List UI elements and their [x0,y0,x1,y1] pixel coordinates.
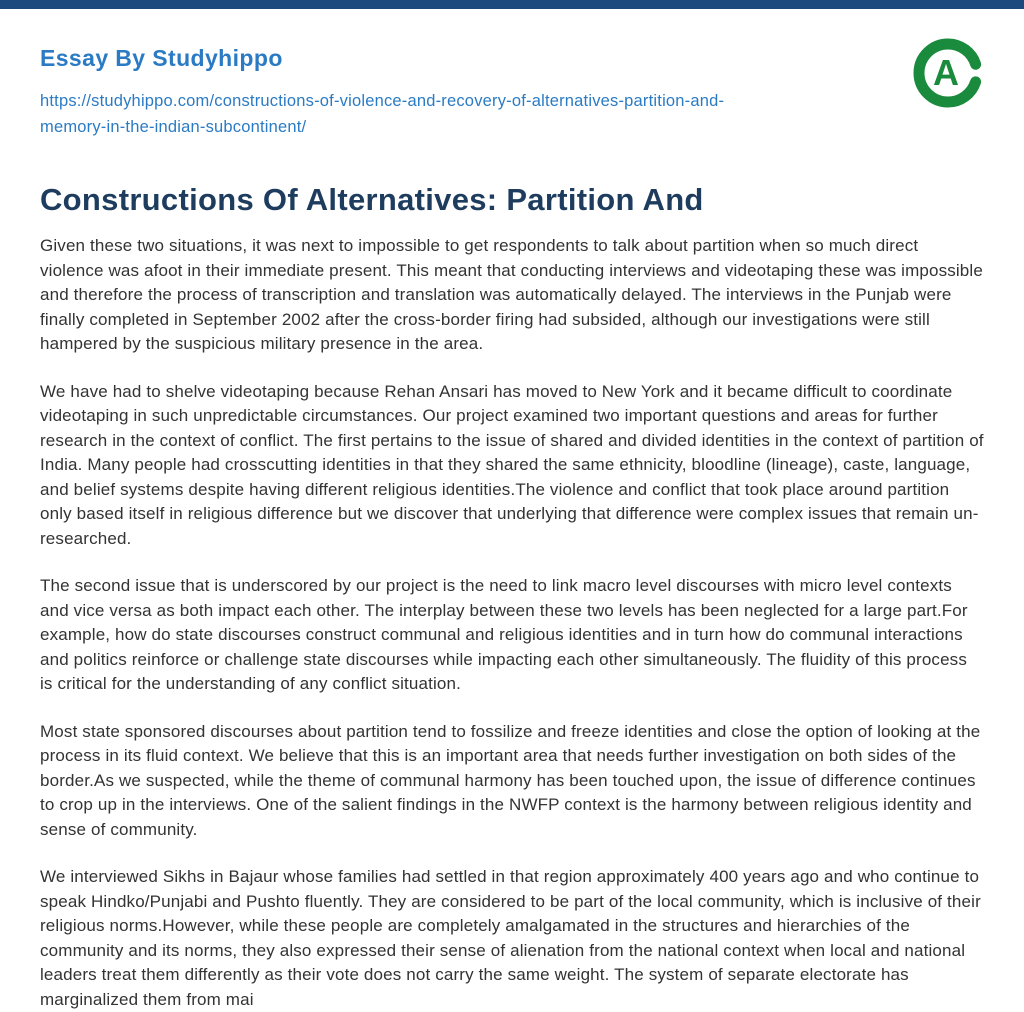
header-text-block [40,37,724,140]
logo-letter: A [933,52,959,93]
essay-paragraph: We have had to shelve videotaping because Rehan Ansari has moved to New York and it became difficult to coordinate videotaping in such unpredictable circumstances. Our project examined two important questions and areas for further research in the context of conflict. The first pertains to the issue of shared and divided identities in the context of partition of India. Many people had crosscutting identities in that they shared the same ethnicity, bloodline (lineage), caste, language, and belief systems despite having different religious identities.The violence and conflict that took place around partition only based itself in religious difference but we discover that underlying that difference were complex issues that remain un-researched. [40,381,984,548]
essay-page [0,9,1024,1012]
essay-paragraph: Given these two situations, it was next to impossible to get respondents to talk about partition when so much direct violence was afoot in their immediate present. This meant that conducting interviews and videotaping these was impossible and therefore the process of transcription and translation was automatically delayed. The interviews in the Punjab were finally completed in September 2002 after the cross-border firing had subsided, although our investigations were still hampered by the suspicious military presence in the area. [40,236,983,354]
source-url-line1: https://studyhippo.com/constructions-of-violence-and-recovery-of-alternatives-partition-and- [40,92,725,110]
source-url-link[interactable] [40,89,724,140]
top-accent-bar [0,0,1024,9]
essay-paragraph: The second issue that is underscored by our project is the need to link macro level discourses with micro level contexts and vice versa as both impact each other. The interplay between these two levels has been neglected for a large part.For example, how do state discourses construct communal and religious identities and in turn how do communal interactions and politics reinforce or challenge state discourses while impacting each other simultaneously. The fluidity of this process is critical for the understanding of any conflict situation. [40,576,968,694]
studyhippo-logo-icon [912,37,984,109]
essay-paragraph: Most state sponsored discourses about partition tend to fossilize and freeze identities and close the option of looking at the process in its fluid context. We believe that this is an important area that needs further investigation on both sides of the border.As we suspected, while the theme of communal harmony has been touched upon, the issue of difference continues to crop up in the interviews. One of the salient findings in the NWFP context is the harmony between religious identity and sense of community. [40,721,981,839]
studyhippo-logo [912,37,984,109]
source-url-line2: memory-in-the-indian-subcontinent/ [40,117,307,136]
essay-body [40,234,984,1012]
header [40,37,984,140]
essay-paragraph: We interviewed Sikhs in Bajaur whose families had settled in that region approximately 400 years ago and who continue to speak Hindko/Punjabi and Pushto fluently. They are considered to be part of the local community, which is inclusive of their religious norms.However, while these people are completely amalgamated in the structures and hierarchies of the community and its norms, they also expressed their sense of alienation from the national context when local and national leaders treat them differently as their vote does not carry the same weight. The system of separate electorate has marginalized them from mai [40,867,981,1009]
essay-title: Constructions Of Alternatives: Partition And [40,182,704,218]
site-byline: Essay By Studyhippo [40,45,283,71]
